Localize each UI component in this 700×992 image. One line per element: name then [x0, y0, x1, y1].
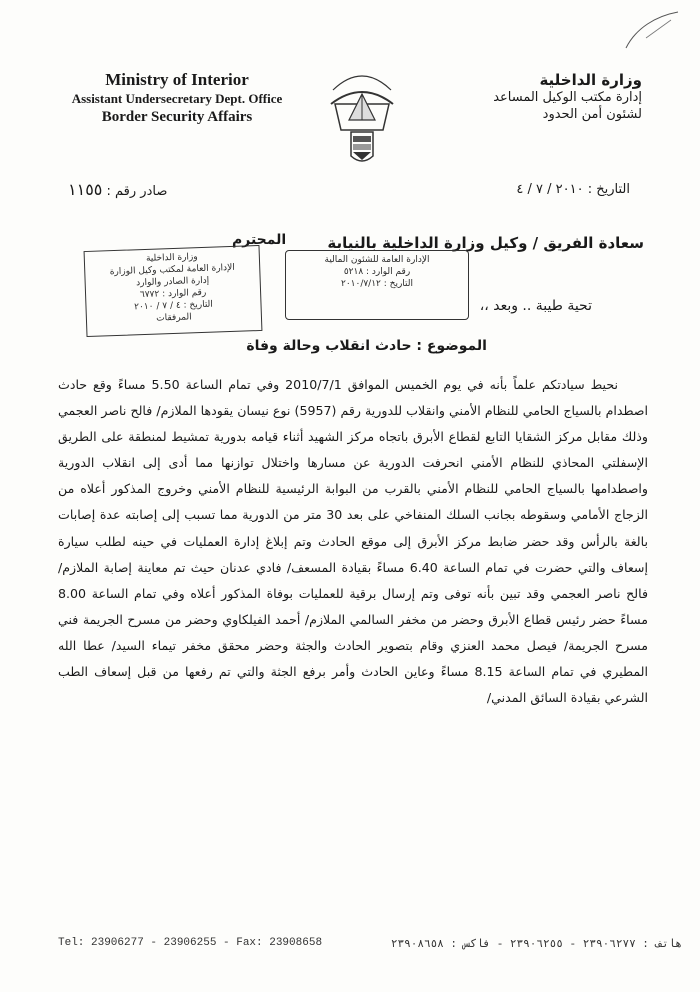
greeting-line: تحية طيبة .. وبعد ،،: [479, 298, 592, 314]
stamp-left-line2: الإدارة العامة لمكتب وكيل الوزارة: [109, 262, 235, 278]
reference-number: صادر رقم : ١١٥٥: [68, 180, 168, 199]
stamp-right-line2: رقم الوارد : ٥٢١٨: [343, 267, 411, 277]
stamp-left-line3: إدارة الصادر والوارد: [136, 275, 210, 289]
corner-scribble-mark: [616, 8, 686, 54]
section-name-ar: لشئون أمن الحدود: [542, 107, 642, 122]
ministry-name-ar: وزارة الداخلية: [539, 71, 642, 89]
ref-value: ١١٥٥: [68, 180, 103, 199]
letter-body: [58, 372, 648, 711]
recipient-title: سعادة الفريق / وكيل وزارة الداخلية بالنيابة: [327, 234, 644, 252]
ministry-name-en: Ministry of Interior: [105, 70, 249, 89]
department-name-ar: إدارة مكتب الوكيل المساعد: [493, 90, 642, 105]
date-value: ٢٠١٠ / ٧ / ٤: [516, 182, 584, 197]
recipient-honorific: المحترم: [232, 232, 287, 248]
incoming-stamp-left: [84, 245, 263, 337]
incoming-stamp-right: [285, 250, 469, 320]
arabic-letterhead: [442, 72, 642, 123]
stamp-right-line3: التاريخ : ٢٠١٠/٧/١٢: [340, 279, 414, 289]
department-name-en: Assistant Undersecretary Dept. Office: [71, 91, 283, 106]
footer-contact-en: Tel: 23906277 - 23906255 - Fax: 23908658: [58, 937, 323, 949]
stamp-left-line5: التاريخ : ٤ / ٧ / ٢٠١٠: [134, 299, 214, 313]
section-name-en: Border Security Affairs: [101, 109, 253, 125]
stamp-right-line1: الإدارة العامة للشئون المالية: [324, 255, 430, 265]
kuwait-emblem-icon: [325, 60, 399, 168]
english-letterhead: [62, 70, 292, 127]
letter-date: التاريخ : ٢٠١٠ / ٧ / ٤: [516, 182, 630, 197]
subject-line: الموضوع : حادث انقلاب وحالة وفاة: [246, 338, 487, 354]
ref-label: صادر رقم: [115, 184, 168, 199]
body-paragraph: نحيط سيادتكم علماً بأنه في يوم الخميس الموافق 2010/7/1 وفي تمام الساعة 5.50 مساءً وقع حادث اصطدام بالسياج الحامي للنظام الأمني وانقلاب للدورية رقم (5957) نوع نيسان يقودها الملازم/ فالح ناصر العجمي وذلك مقابل مركز الشقايا التابع لقطاع الأبرق باتجاه مركز الشهيد أثناء قيامه بدورية تمشيط لمنطقة على الطريق الإسفلتي المحاذي للنظام الأمني انحرفت الدورية عن مسارها واختلال توازنها مما أدى إلى انقلاب الدورية واصطدامها بالسياج الحامي للنظام الأمني بالقرب من البوابة الرئيسية للنظام الأمني وخروج المذكور أعلاه من الزجاج الأمامي وسقوطه بجانب السلك المنفاخي على بعد 30 متر من الدورية مما تسبب إلى إصابته عدة إصابات بالغة بالرأس وقد حضر ضابط مركز الأبرق إلى موقع الحادث وتم إبلاغ إدارة العمليات في حينه لطلب سيارة إسعاف والتي حضرت في تمام الساعة 6.40 مساءً بقيادة المسعف/ فادي عدنان حيث تم معاينة إصابة الملازم/ فالح ناصر العجمي وقد تبين بأنه توفى وتم إرسال برقية للعمليات بوفاة المذكور أعلاه وفي تمام الساعة 8.00 مساءً حضر رئيس قطاع الأبرق وحضر من مخفر السالمي الملازم/ أحمد الفيلكاوي وحضر من مسرح الجريمة فني مسرح الجريمة/ فيصل محمد العنزي وقام بتصوير الحادث والجثة وحضر محقق مخفر تيماء السيد/ عطا الله المطيري في تمام الساعة 8.15 مساءً وعاين الحادث وأمر برفع الجثة والتي تم رفعها من قبل إسعاف الطب الشرعي بقيادة السائق المدني/: [58, 377, 648, 706]
stamp-left-line1: وزارة الداخلية: [145, 252, 198, 264]
date-label: التاريخ: [596, 182, 630, 197]
contact-footer: [22, 937, 682, 959]
footer-contact-ar: هاتف : ٢٣٩٠٦٢٧٧ - ٢٣٩٠٦٢٥٥ - فاكس : ٢٣٩٠٨٦٥٨: [390, 939, 682, 951]
stamp-left-line6: المرفقات: [156, 312, 192, 324]
stamp-left-line4: رقم الوارد : ٦٧٧٢: [139, 287, 207, 301]
